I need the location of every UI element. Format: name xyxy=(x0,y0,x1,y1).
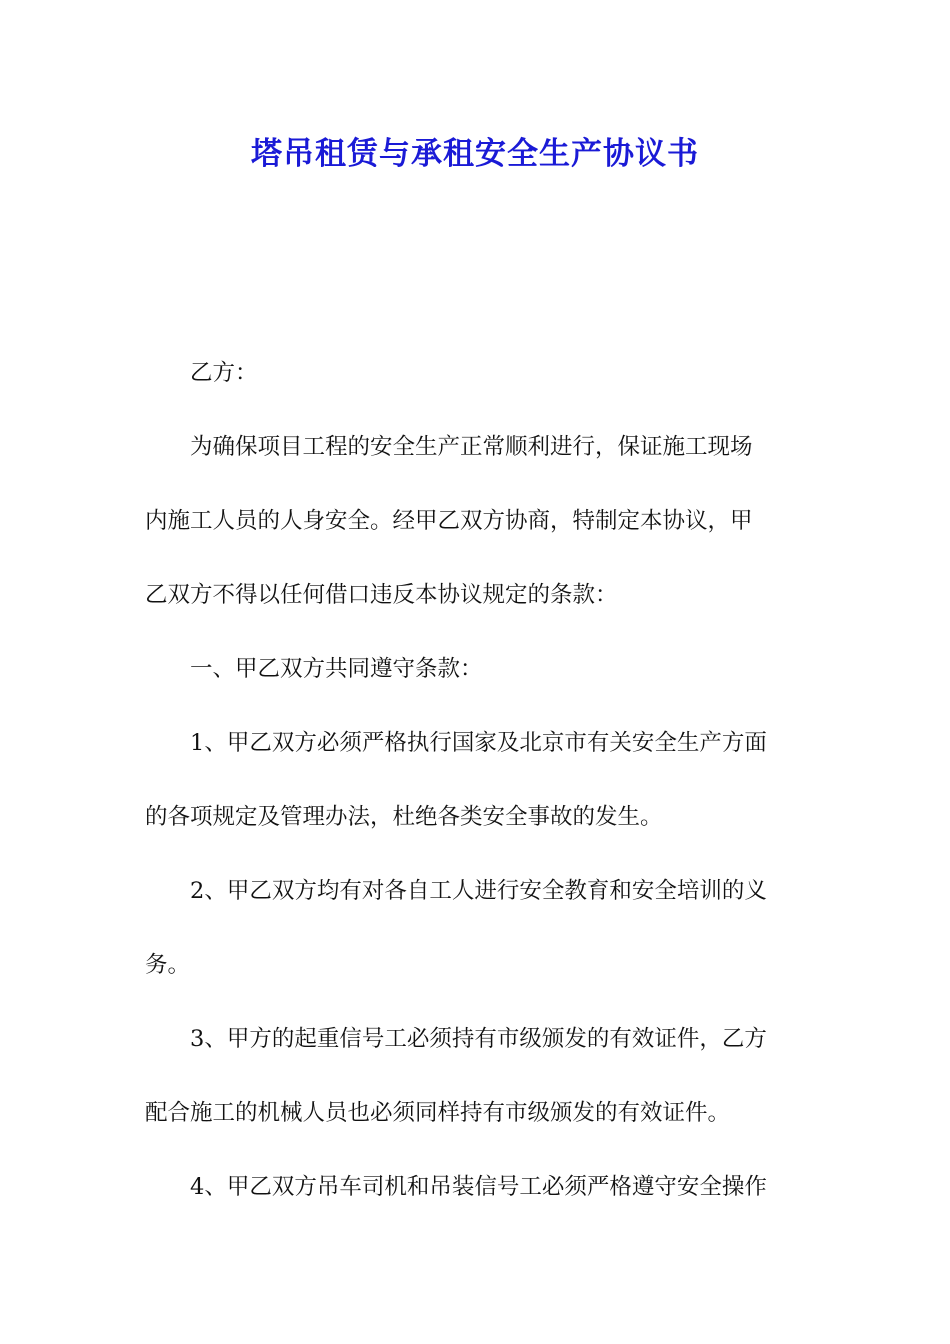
paragraph-section-one xyxy=(145,632,809,706)
text-line: 3、甲方的起重信号工必须持有市级颁发的有效证件，乙方 xyxy=(190,1026,767,1052)
document-body xyxy=(145,336,809,1224)
text-line: 为确保项目工程的安全生产正常顺利进行，保证施工现场 xyxy=(190,434,753,460)
paragraph-clause-2 xyxy=(145,854,809,1002)
text-line: 的各项规定及管理办法，杜绝各类安全事故的发生。 xyxy=(145,804,663,830)
text-line: 配合施工的机械人员也必须同样持有市级颁发的有效证件。 xyxy=(145,1100,731,1126)
paragraph-clause-4 xyxy=(145,1150,809,1224)
text-line: 一、甲乙双方共同遵守条款： xyxy=(190,656,483,682)
paragraph-clause-3 xyxy=(145,1002,809,1150)
text-line: 1、甲乙双方必须严格执行国家及北京市有关安全生产方面 xyxy=(190,730,767,756)
paragraph-party-b xyxy=(145,336,809,410)
text-line: 内施工人员的人身安全。经甲乙双方协商，特制定本协议，甲 xyxy=(145,508,753,534)
text-line: 2、甲乙双方均有对各自工人进行安全教育和安全培训的义 xyxy=(190,878,767,904)
text-line: 4、甲乙双方吊车司机和吊装信号工必须严格遵守安全操作 xyxy=(190,1174,767,1200)
text-line: 乙方： xyxy=(190,360,258,386)
document-title: 塔吊租赁与承租安全生产协议书 xyxy=(251,136,699,172)
text-line: 乙双方不得以任何借口违反本协议规定的条款： xyxy=(145,582,618,608)
text-line: 务。 xyxy=(145,952,191,978)
paragraph-clause-1 xyxy=(145,706,809,854)
paragraph-intro xyxy=(145,410,809,632)
